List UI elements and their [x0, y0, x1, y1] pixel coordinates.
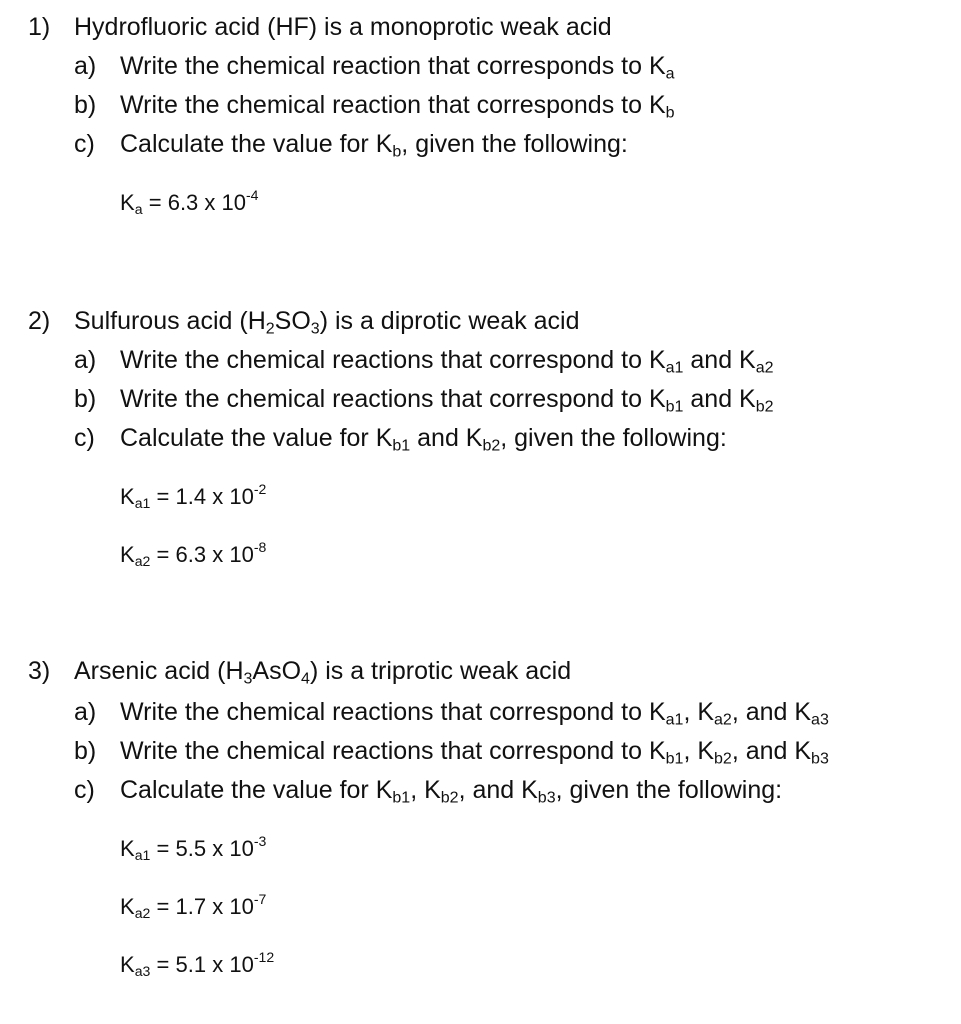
question-3-part-b: b) Write the chemical reactions that correspond to $K_{b1}$, $K_{b2}$, and $K_{b3}$ [74, 737, 829, 768]
question-2-part-a: a) Write the chemical reactions that correspond to $K_{a1}$ and $K_{a2}$ [74, 346, 774, 377]
question-3-given-ka3: $K_{a3} = 5.1$ x $10^{-12}$ [120, 949, 275, 979]
part-letter: a) [74, 698, 97, 726]
question-number: 1) [28, 13, 51, 41]
part-letter: c) [74, 776, 95, 804]
question-3-title: 3) Arsenic acid $(H_3AsO_4)$ is a triprotic weak acid [28, 657, 572, 688]
question-2-part-c: c) Calculate the value for $K_{b1}$ and $K_{b2}$, given the following: [74, 424, 727, 455]
question-3-given-ka2: $K_{a2} = 1.7$ x $10^{-7}$ [120, 891, 267, 921]
question-3-given-ka1: $K_{a1} = 5.5$ x $10^{-3}$ [120, 833, 267, 863]
question-2-title: 2) Sulfurous acid $(H_2SO_3)$ is a diprotic weak acid [28, 307, 580, 338]
question-3-part-a: a) Write the chemical reactions that correspond to $K_{a1}$, $K_{a2}$, and $K_{a3}$ [74, 698, 829, 729]
question-number: 3) [28, 657, 51, 685]
part-letter: c) [74, 424, 95, 452]
part-letter: b) [74, 385, 97, 413]
question-1-given-ka: $K_a = 6.3$ x $10^{-4}$ [120, 187, 259, 217]
question-3-part-c: c) Calculate the value for $K_{b1}$, $K_{b2}$, and $K_{b3}$, given the following: [74, 776, 783, 807]
question-1-part-c: c) Calculate the value for $K_b$, given the following: [74, 130, 628, 161]
question-1-part-b: b) Write the chemical reaction that corresponds to $K_b$ [74, 91, 675, 122]
question-1-part-a: a) Write the chemical reaction that corresponds to $K_a$ [74, 52, 675, 83]
part-letter: b) [74, 91, 97, 119]
question-number: 2) [28, 307, 51, 335]
question-2-part-b: b) Write the chemical reactions that correspond to $K_{b1}$ and $K_{b2}$ [74, 385, 774, 416]
part-letter: c) [74, 130, 95, 158]
question-text: Hydrofluoric acid (HF) is a monoprotic weak acid [74, 13, 612, 41]
question-1-title [28, 12, 612, 42]
part-letter: b) [74, 737, 97, 765]
question-2-given-ka1: $K_{a1} = 1.4$ x $10^{-2}$ [120, 481, 267, 511]
part-letter: a) [74, 52, 97, 80]
part-letter: a) [74, 346, 97, 374]
question-2-given-ka2: $K_{a2} = 6.3$ x $10^{-8}$ [120, 539, 267, 569]
